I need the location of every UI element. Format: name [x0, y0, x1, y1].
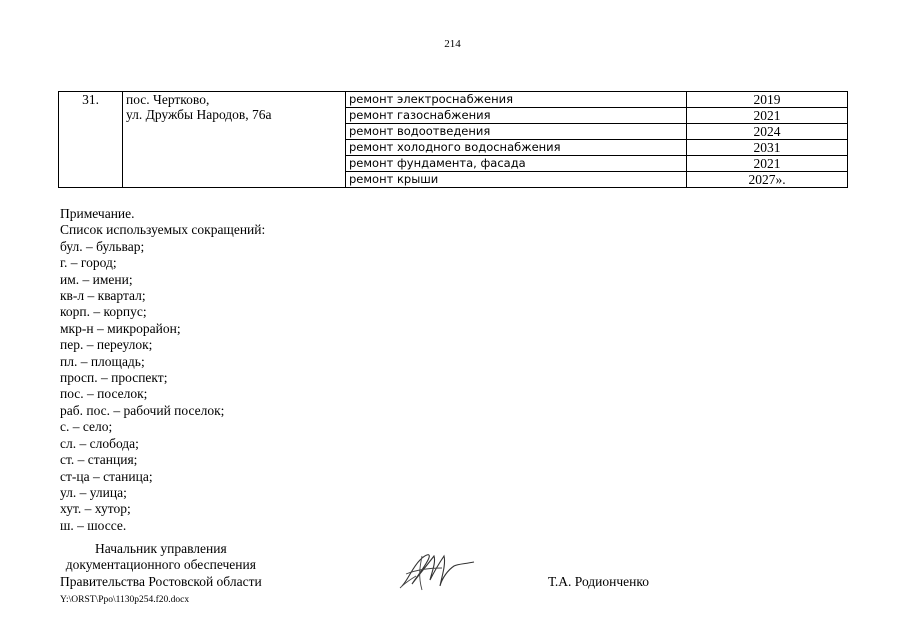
abbreviation-item: с. – село;	[60, 419, 113, 435]
abbreviation-item: ст. – станция;	[60, 452, 138, 468]
signatory-position	[60, 541, 262, 590]
work-name: ремонт холодного водоснабжения	[346, 140, 687, 156]
abbreviation-item: пл. – площадь;	[60, 353, 145, 369]
work-name: ремонт водоотведения	[346, 124, 687, 140]
repair-schedule-table	[58, 91, 848, 188]
row-number: 31.	[59, 92, 123, 188]
position-line: Правительства Ростовской области	[60, 573, 262, 589]
abbreviation-item: ш. – шоссе.	[60, 517, 127, 533]
work-year: 2031	[687, 140, 848, 156]
abbreviation-item: просп. – проспект;	[60, 370, 168, 386]
file-path: Y:\ORST\Ppo\1130p254.f20.docx	[60, 595, 190, 605]
abbreviation-item: пос. – поселок;	[60, 386, 148, 402]
note-title: Примечание.	[60, 206, 135, 221]
work-name: ремонт фундамента, фасада	[346, 156, 687, 172]
work-year: 2021	[687, 108, 848, 124]
work-year: 2021	[687, 156, 848, 172]
work-year: 2019	[687, 92, 848, 108]
abbreviation-item: бул. – бульвар;	[60, 238, 145, 254]
abbreviation-item: пер. – переулок;	[60, 337, 153, 353]
abbreviation-item: ул. – улица;	[60, 484, 127, 500]
address-cell	[123, 92, 346, 188]
abbreviation-item: мкр-н – микрорайон;	[60, 320, 181, 336]
position-line: Начальник управления	[95, 541, 227, 556]
table-row	[59, 92, 848, 108]
note-subtitle: Список используемых сокращений:	[60, 222, 266, 238]
address-line: ул. Дружбы Народов, 76а	[126, 107, 272, 122]
work-name: ремонт газоснабжения	[346, 108, 687, 124]
signer-name: Т.А. Родионченко	[548, 574, 649, 589]
abbreviation-item: кв-л – квартал;	[60, 288, 146, 304]
abbreviation-item: хут. – хутор;	[60, 501, 131, 517]
position-line: документационного обеспечения	[65, 557, 256, 573]
address-line: пос. Чертково,	[126, 92, 210, 107]
handwritten-signature	[398, 546, 478, 594]
work-name: ремонт крыши	[346, 172, 687, 188]
work-year: 2024	[687, 124, 848, 140]
work-name: ремонт электроснабжения	[346, 92, 687, 108]
abbreviation-item: раб. пос. – рабочий поселок;	[60, 402, 225, 418]
abbreviation-item: им. – имени;	[60, 271, 133, 287]
abbreviation-item: г. – город;	[60, 255, 117, 271]
abbreviation-item: ст-ца – станица;	[60, 468, 153, 484]
page-number: 214	[444, 38, 461, 50]
abbreviations-note	[60, 206, 265, 534]
abbreviation-item: сл. – слобода;	[60, 435, 139, 451]
abbreviation-item: корп. – корпус;	[60, 304, 147, 320]
work-year: 2027».	[687, 172, 848, 188]
